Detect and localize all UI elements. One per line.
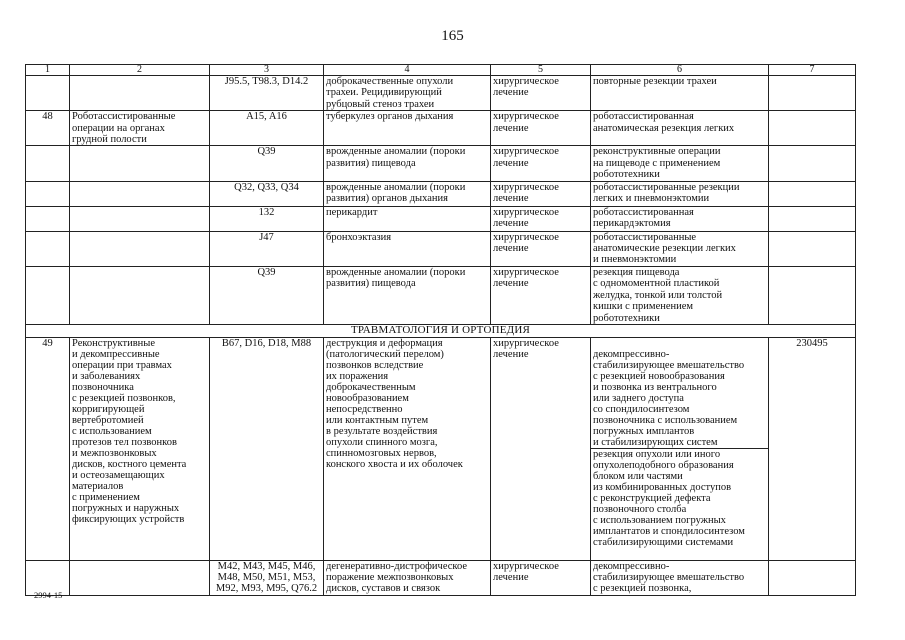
cost-value: 230495: [769, 337, 856, 560]
cost-value: [769, 231, 856, 266]
treatment-type: хирургическое лечение: [491, 111, 591, 146]
service-name: Реконструктивные и декомпрессивные операции при травмах и заболеваниях позвоночника с резекцией позвонков, корригирующей вертебротомией с использованием протезов тел позвонков и межпозвонковых дисков, костного цемента и остеозамещающих материалов с применением погружных и наружных фиксирующих устройств: [70, 337, 210, 560]
column-number: 1: [26, 65, 70, 76]
icd-codes: A15, A16: [210, 111, 324, 146]
cost-value: [769, 181, 856, 206]
treatment-method: декомпрессивно- стабилизирующее вмешательство с резекцией позвонка,: [591, 560, 769, 595]
row-number: [26, 231, 70, 266]
row-number: 48: [26, 111, 70, 146]
service-name: [70, 76, 210, 111]
treatment-type: хирургическое лечение: [491, 146, 591, 181]
service-name: [70, 231, 210, 266]
column-number: 7: [769, 65, 856, 76]
column-number-row: [26, 65, 856, 76]
patient-model: бронхоэктазия: [324, 231, 491, 266]
section-title: ТРАВМАТОЛОГИЯ И ОРТОПЕДИЯ: [26, 324, 856, 337]
column-number: 5: [491, 65, 591, 76]
table-row: [26, 560, 856, 595]
column-number: 4: [324, 65, 491, 76]
icd-codes: Q39: [210, 266, 324, 324]
patient-model: туберкулез органов дыхания: [324, 111, 491, 146]
page-number: 165: [441, 28, 464, 44]
row-number: [26, 146, 70, 181]
table-row: [26, 76, 856, 111]
service-name: [70, 266, 210, 324]
cost-value: [769, 146, 856, 181]
icd-codes: Q39: [210, 146, 324, 181]
treatment-method: роботассистированные резекции легких и пневмонэктомии: [591, 181, 769, 206]
patient-model: врожденные аномалии (пороки развития) пищевода: [324, 146, 491, 181]
table-row: [26, 181, 856, 206]
table-row: [26, 337, 856, 560]
icd-codes: 132: [210, 206, 324, 231]
patient-model: дегенеративно-дистрофическое поражение межпозвонковых дисков, суставов и связок: [324, 560, 491, 595]
row-number: [26, 266, 70, 324]
treatment-type: хирургическое лечение: [491, 337, 591, 560]
medical-services-table: [25, 64, 856, 596]
row-number: [26, 206, 70, 231]
column-number: 2: [70, 65, 210, 76]
icd-codes: M42, M43, M45, M46, M48, M50, M51, M53, M92, M93, M95, Q76.2: [210, 560, 324, 595]
patient-model: перикардит: [324, 206, 491, 231]
treatment-method: резекция опухоли или иного опухолеподобного образования блоком или частями из комбинированных доступов с реконструкцией дефекта позвоночного столба с использованием погружных имплантатов и спондилосинтезом стабилизирующими системами: [591, 449, 768, 549]
row-number: 49: [26, 337, 70, 560]
row-number: [26, 76, 70, 111]
table-row: [26, 111, 856, 146]
patient-model: деструкция и деформация (патологический перелом) позвонков вследствие их поражения доброкачественным новообразованием непосредственно или контактным путем в результате воздействия опухоли спинного мозга, спинномозговых нервов, конского хвоста и их оболочек: [324, 337, 491, 560]
service-name: [70, 181, 210, 206]
treatment-method: роботассистированная анатомическая резекция легких: [591, 111, 769, 146]
treatment-type: хирургическое лечение: [491, 206, 591, 231]
cost-value: [769, 560, 856, 595]
treatment-type: хирургическое лечение: [491, 76, 591, 111]
treatment-type: хирургическое лечение: [491, 231, 591, 266]
table-row: [26, 206, 856, 231]
treatment-method: роботассистированная перикардэктомия: [591, 206, 769, 231]
cost-value: [769, 206, 856, 231]
treatment-method-list: [591, 349, 768, 548]
service-name: [70, 206, 210, 231]
cost-value: [769, 266, 856, 324]
row-number: [26, 181, 70, 206]
treatment-method: декомпрессивно- стабилизирующее вмешательство с резекцией новообразования и позвонка из вентрального или заднего доступа со спондилосинтезом позвоночника с использованием погружных имплантов и стабилизирующих систем: [593, 349, 745, 449]
icd-codes: J95.5, T98.3, D14.2: [210, 76, 324, 111]
treatment-method: повторные резекции трахеи: [591, 76, 769, 111]
column-number: 6: [591, 65, 769, 76]
icd-codes: B67, D16, D18, M88: [210, 337, 324, 560]
treatment-type: хирургическое лечение: [491, 560, 591, 595]
cost-value: [769, 76, 856, 111]
document-code: 2994-15: [34, 590, 63, 600]
service-name: [70, 146, 210, 181]
treatment-type: хирургическое лечение: [491, 266, 591, 324]
table-row: [26, 266, 856, 324]
patient-model: врожденные аномалии (пороки развития) пищевода: [324, 266, 491, 324]
treatment-method-cell: [591, 337, 769, 560]
cost-value: [769, 111, 856, 146]
icd-codes: Q32, Q33, Q34: [210, 181, 324, 206]
patient-model: доброкачественные опухоли трахеи. Рецидивирующий рубцовый стеноз трахеи: [324, 76, 491, 111]
service-name: [70, 560, 210, 595]
service-name: Роботассистированные операции на органах грудной полости: [70, 111, 210, 146]
table-row: [26, 146, 856, 181]
column-number: 3: [210, 65, 324, 76]
treatment-type: хирургическое лечение: [491, 181, 591, 206]
treatment-method: реконструктивные операции на пищеводе с применением робототехники: [591, 146, 769, 181]
treatment-method: роботассистированные анатомические резекции легких и пневмонэктомии: [591, 231, 769, 266]
patient-model: врожденные аномалии (пороки развития) органов дыхания: [324, 181, 491, 206]
treatment-method: резекция пищевода с одномоментной пластикой желудка, тонкой или толстой кишки с применением робототехники: [591, 266, 769, 324]
section-header-row: [26, 324, 856, 337]
icd-codes: J47: [210, 231, 324, 266]
table-row: [26, 231, 856, 266]
